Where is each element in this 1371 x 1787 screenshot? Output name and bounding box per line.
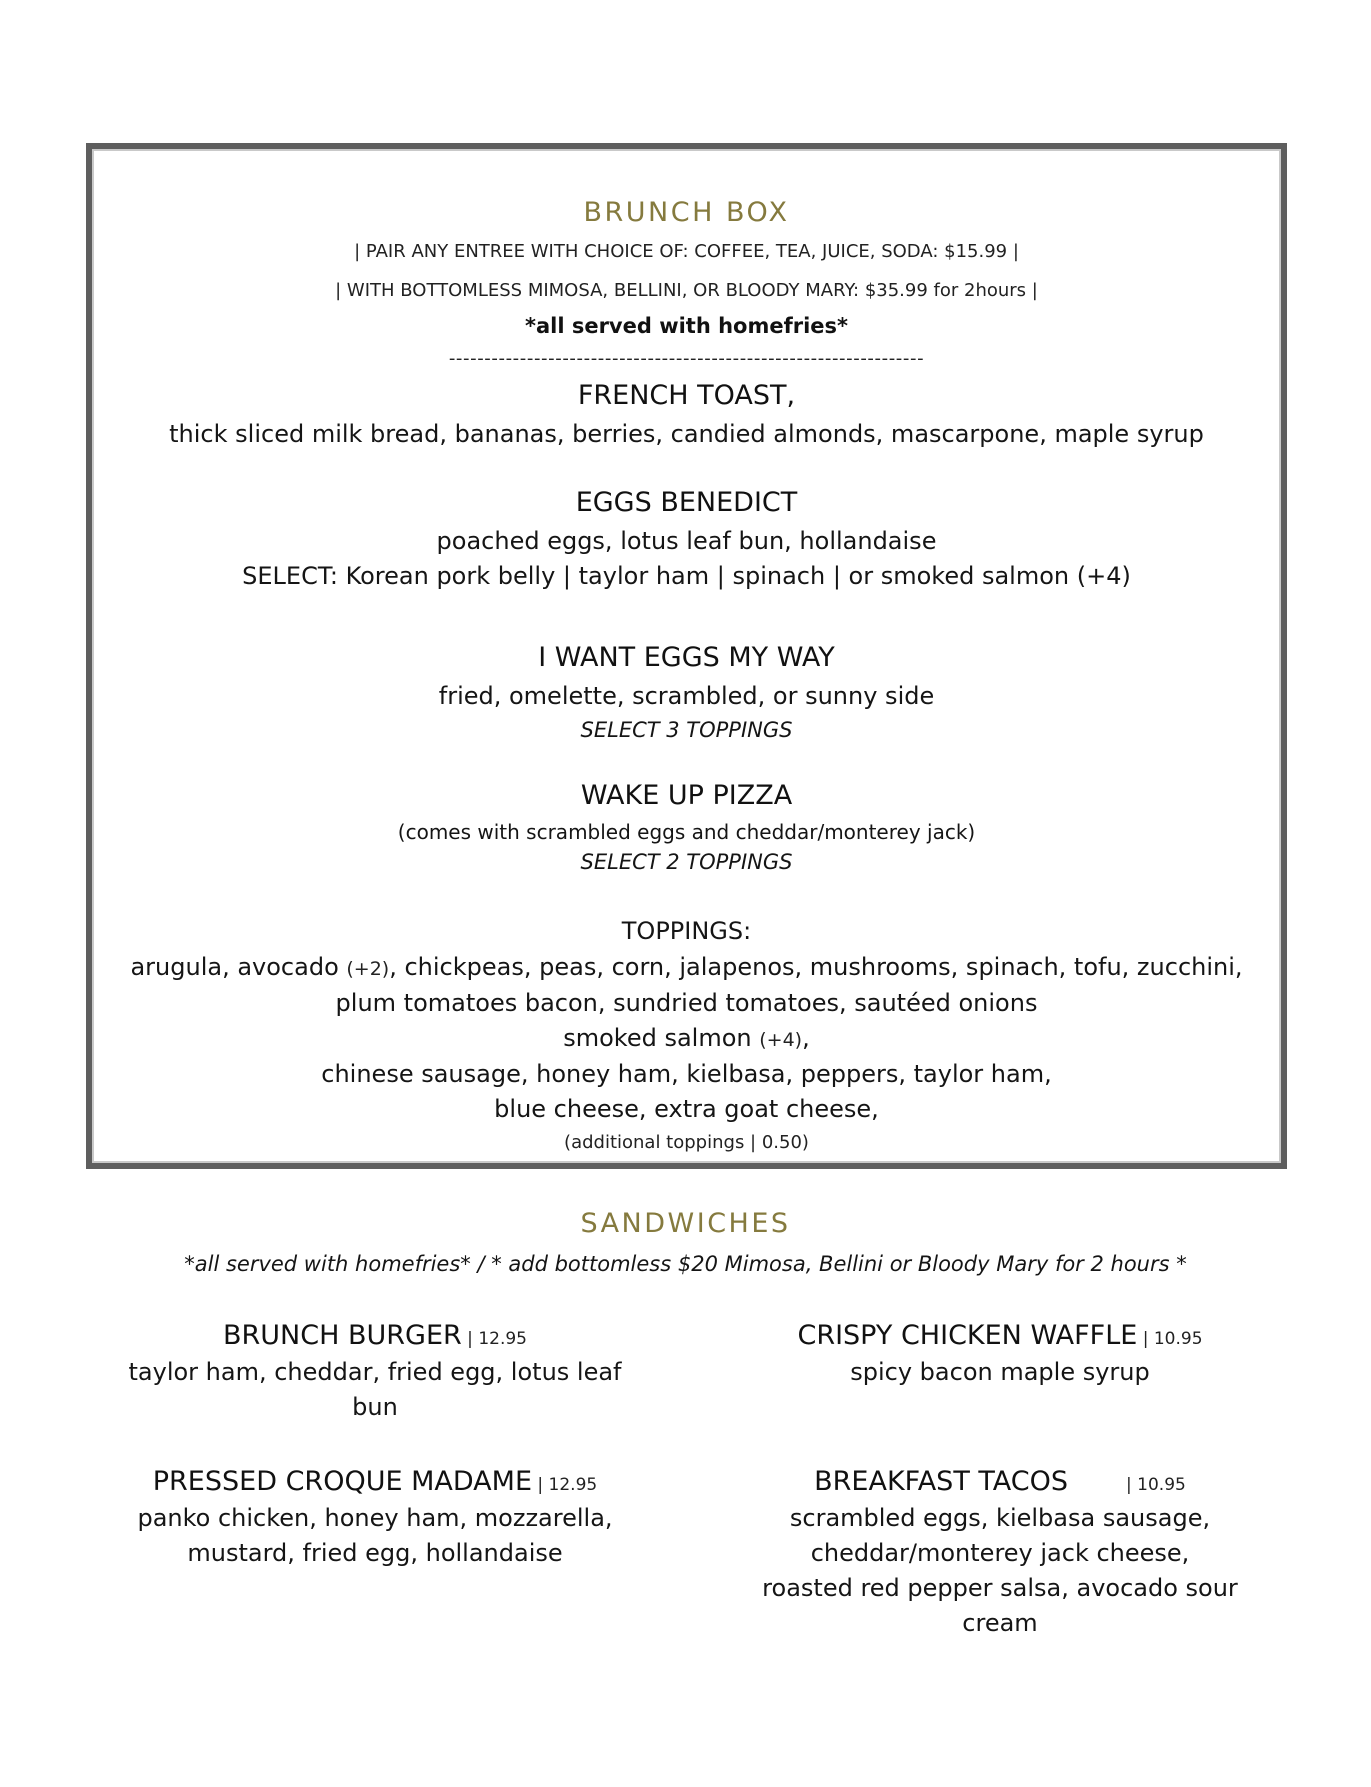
croque-madame-title-line [105,1466,645,1497]
croque-madame-price: | 12.95 [532,1475,598,1495]
breakfast-tacos [740,1466,1260,1641]
eggs-my-way-title: I WANT EGGS MY WAY [538,642,835,673]
pressed-croque-madame [105,1466,645,1571]
toppings-line-4: chinese sausage, honey ham, kielbasa, peppers, taylor ham, [321,1060,1052,1088]
brunch-burger-price: | 12.95 [461,1329,527,1349]
croque-madame-desc-line: mustard, fried egg, hollandaise [187,1539,563,1567]
toppings-line-2: plum tomatoes bacon, sundried tomatoes, sautéed onions [335,989,1038,1017]
crispy-chicken-waffle-price: | 10.95 [1137,1329,1203,1349]
divider: ------------------------------------------------------------------- [448,348,925,369]
eggs-benedict-select: SELECT: Korean pork belly | taylor ham | spinach | or smoked salmon (+4) [242,562,1131,590]
brunch-burger-title-line [105,1320,645,1351]
crispy-chicken-waffle-desc-line: spicy bacon maple syrup [850,1358,1150,1386]
wake-up-pizza-desc: (comes with scrambled eggs and cheddar/monterey jack) [397,820,976,844]
toppings-line-1b: , chickpeas, peas, corn, jalapenos, mushrooms, spinach, tofu, zucchini, [389,953,1243,981]
eggs-benedict-title: EGGS BENEDICT [575,487,798,518]
breakfast-tacos-desc-line: roasted red pepper salsa, avocado sour [762,1574,1238,1602]
eggs-my-way-desc: fried, omelette, scrambled, or sunny side [438,682,935,710]
eggs-benedict-desc: poached eggs, lotus leaf bun, hollandaise [436,527,937,555]
served-note: *all served with homefries* [524,314,849,338]
bottomless-line: | WITH BOTTOMLESS MIMOSA, BELLINI, OR BLOODY MARY: $35.99 for 2hours | [335,280,1038,301]
brunch-burger-desc-line: bun [352,1393,398,1421]
crispy-chicken-waffle [740,1320,1260,1390]
breakfast-tacos-desc-line: cream [962,1609,1038,1637]
crispy-chicken-waffle-title: CRISPY CHICKEN WAFFLE [797,1320,1138,1351]
avocado-price: (+2) [346,958,390,980]
sandwiches-title: SANDWICHES [580,1208,791,1239]
french-toast-title: FRENCH TOAST, [577,380,796,411]
croque-madame-desc-line: panko chicken, honey ham, mozzarella, [137,1504,613,1532]
additional-toppings-note: (additional toppings | 0.50) [564,1132,809,1153]
pair-line: | PAIR ANY ENTREE WITH CHOICE OF: COFFEE, TEA, JUICE, SODA: $15.99 | [354,241,1019,262]
brunch-burger-desc-line: taylor ham, cheddar, fried egg, lotus leaf [128,1358,622,1386]
eggs-my-way-note: SELECT 3 TOPPINGS [580,718,793,742]
croque-madame-title: PRESSED CROQUE MADAME [152,1466,533,1497]
breakfast-tacos-title-line [740,1466,1260,1497]
brunch-box-frame [86,143,1287,1169]
french-toast-desc: thick sliced milk bread, bananas, berries, candied almonds, mascarpone, maple syrup [169,420,1204,448]
breakfast-tacos-desc-line: cheddar/monterey jack cheese, [810,1539,1190,1567]
sandwiches-note: *all served with homefries* / * add bottomless $20 Mimosa, Bellini or Bloody Mary for 2 hours * [184,1252,1187,1276]
wake-up-pizza-note: SELECT 2 TOPPINGS [580,850,793,874]
breakfast-tacos-price: | 10.95 [1126,1475,1186,1495]
wake-up-pizza-title: WAKE UP PIZZA [580,780,793,811]
breakfast-tacos-desc-line: scrambled eggs, kielbasa sausage, [789,1504,1211,1532]
toppings-line-3b: , [802,1024,810,1052]
toppings-title: TOPPINGS: [621,917,752,945]
breakfast-tacos-title: BREAKFAST TACOS [814,1466,1069,1497]
breakfast-tacos-desc [740,1501,1260,1641]
toppings-line-1a: arugula, avocado [130,953,347,981]
smoked-salmon-price: (+4) [759,1029,803,1051]
brunch-burger-title: BRUNCH BURGER [223,1320,462,1351]
brunch-burger-desc [105,1355,645,1425]
toppings-line-3 [92,1024,1281,1052]
brunch-burger [105,1320,645,1425]
croque-madame-desc [105,1501,645,1571]
brunch-box-title: BRUNCH BOX [583,197,790,228]
toppings-line-3a: smoked salmon [563,1024,760,1052]
crispy-chicken-waffle-title-line [740,1320,1260,1351]
toppings-line-1 [92,953,1281,981]
toppings-line-5: blue cheese, extra goat cheese, [494,1095,879,1123]
crispy-chicken-waffle-desc [740,1355,1260,1390]
